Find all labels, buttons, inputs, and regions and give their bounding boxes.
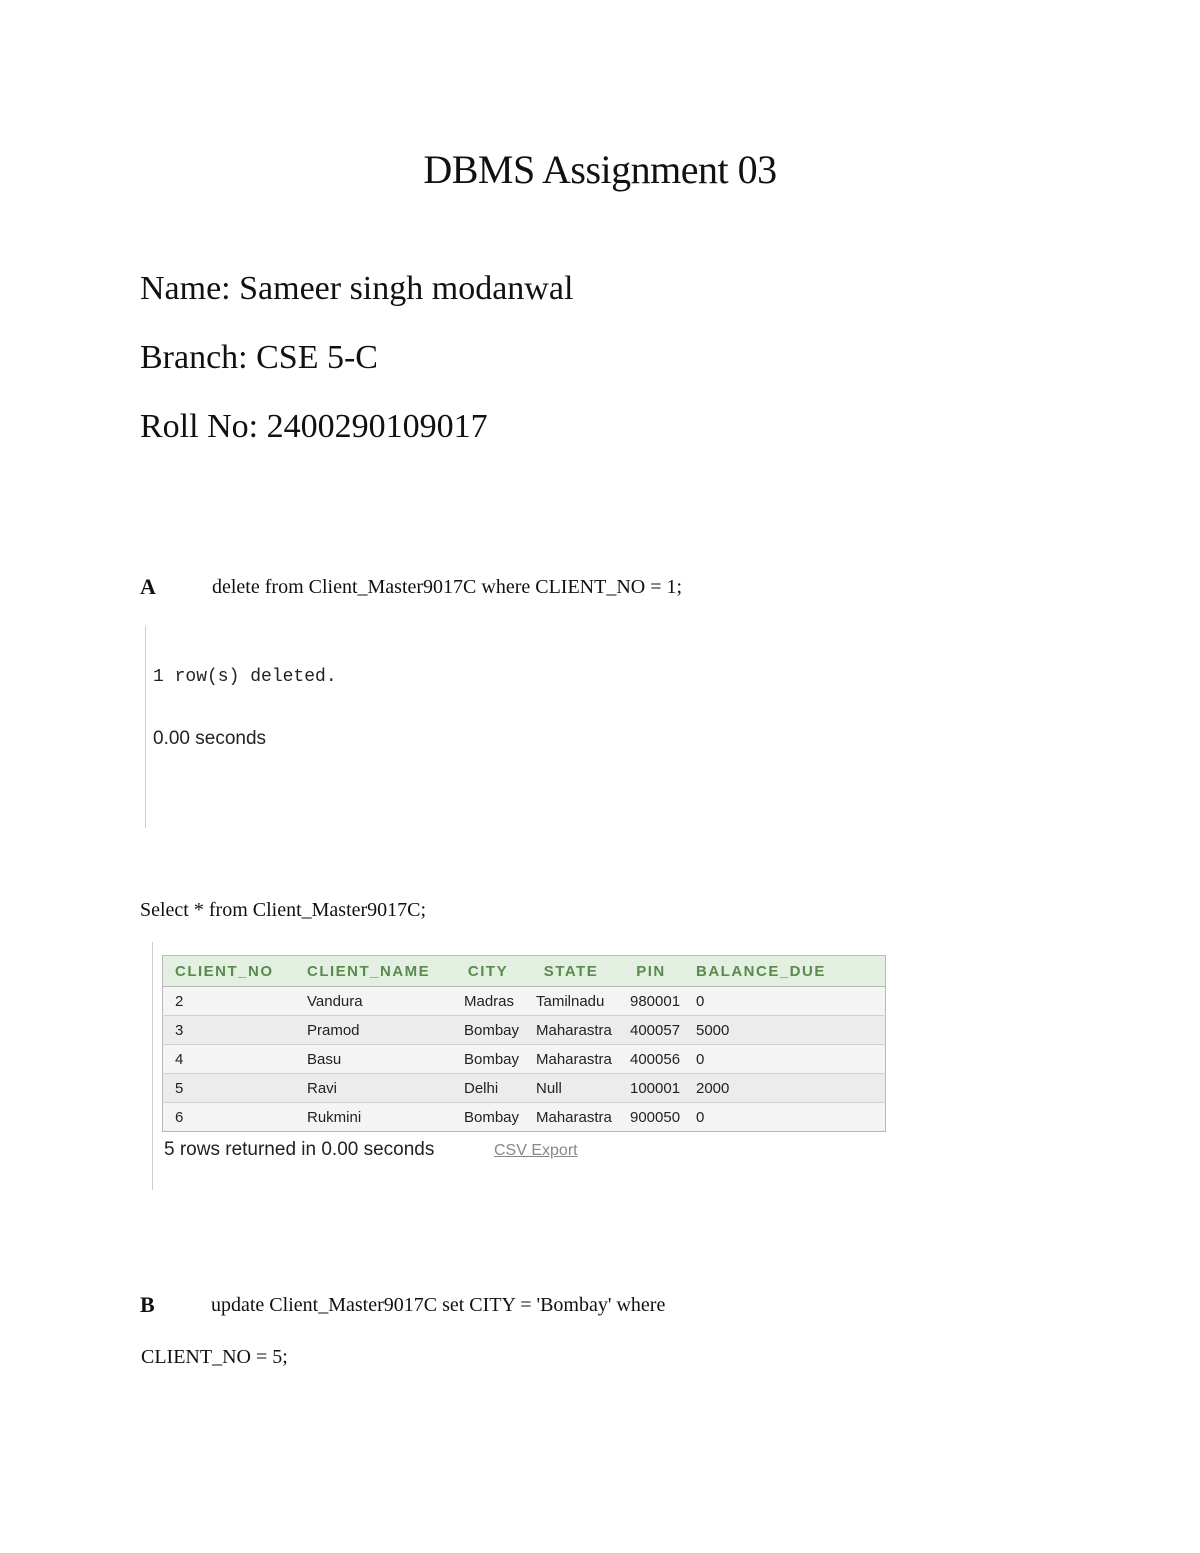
csv-export-link[interactable]: CSV Export [494,1142,578,1159]
column-header: CLIENT_NO [163,956,296,987]
student-roll: Roll No: 2400290109017 [140,408,488,445]
question-b-label: B [140,1292,155,1317]
student-branch: Branch: CSE 5-C [140,339,378,376]
delete-output-message: 1 row(s) deleted. [153,667,337,687]
table-cell: Bombay [452,1103,524,1132]
table-cell: Null [524,1074,618,1103]
column-header: CITY [452,956,524,987]
table-cell: 2 [163,987,296,1016]
table-cell: 5 [163,1074,296,1103]
table-row [163,987,886,1016]
question-b-query-line1: update Client_Master9017C set CITY = 'Bombay' where [211,1294,666,1316]
table-cell: Maharastra [524,1045,618,1074]
table-cell: 0 [684,1045,886,1074]
table-cell: 5000 [684,1016,886,1045]
table-cell: 900050 [618,1103,684,1132]
table-cell: Delhi [452,1074,524,1103]
table-cell: Maharastra [524,1103,618,1132]
table-cell: Pramod [295,1016,452,1045]
question-a-query: delete from Client_Master9017C where CLIENT_NO = 1; [212,576,683,598]
question-a-label: A [140,574,156,599]
table-row [163,1074,886,1103]
table-cell: 3 [163,1016,296,1045]
table-cell: 0 [684,1103,886,1132]
table-cell: 6 [163,1103,296,1132]
table-cell: Basu [295,1045,452,1074]
column-header: BALANCE_DUE [684,956,886,987]
result-table [162,955,886,1132]
table-cell: 0 [684,987,886,1016]
delete-output-time: 0.00 seconds [153,728,267,749]
table-cell: Vandura [295,987,452,1016]
table-cell: 980001 [618,987,684,1016]
table-cell: Bombay [452,1016,524,1045]
table-cell: Madras [452,987,524,1016]
table-row [163,1016,886,1045]
table-cell: 4 [163,1045,296,1074]
table-row [163,1045,886,1074]
table-cell: Maharastra [524,1016,618,1045]
table-header-row [163,956,886,987]
table-cell: Ravi [295,1074,452,1103]
table-cell: Tamilnadu [524,987,618,1016]
select-query: Select * from Client_Master9017C; [140,899,427,921]
student-name: Name: Sameer singh modanwal [140,270,574,307]
table-cell: 400057 [618,1016,684,1045]
rows-returned-text: 5 rows returned in 0.00 seconds [164,1139,435,1160]
page-title: DBMS Assignment 03 [423,147,777,192]
column-header: STATE [524,956,618,987]
question-b-query-line2: CLIENT_NO = 5; [141,1346,288,1368]
table-row [163,1103,886,1132]
table-cell: 400056 [618,1045,684,1074]
delete-output-panel [145,626,446,828]
column-header: CLIENT_NAME [295,956,452,987]
table-cell: Rukmini [295,1103,452,1132]
column-header: PIN [618,956,684,987]
table-cell: 2000 [684,1074,886,1103]
table-cell: 100001 [618,1074,684,1103]
table-cell: Bombay [452,1045,524,1074]
